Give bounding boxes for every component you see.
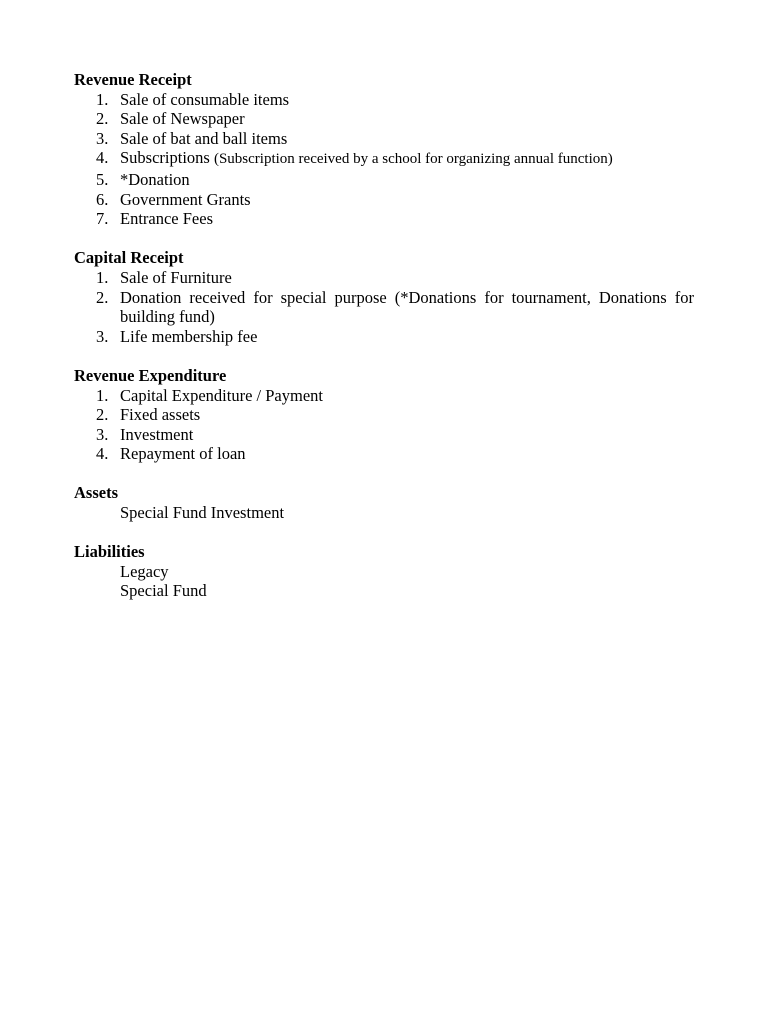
list-item — [74, 327, 694, 347]
section-heading: Revenue Expenditure — [74, 365, 227, 385]
section-liabilities — [74, 542, 694, 601]
item-number: 7. — [96, 209, 109, 229]
section-revenue-expenditure — [74, 366, 694, 464]
item-text: Repayment of loan — [120, 444, 246, 464]
item-number: 4. — [96, 444, 109, 464]
item-number: 2. — [96, 287, 109, 307]
item-text: Life membership fee — [120, 326, 258, 346]
list-item — [74, 190, 694, 210]
item-text: Fixed assets — [120, 405, 201, 425]
item-text: Entrance Fees — [120, 209, 213, 229]
section-heading: Assets — [74, 483, 118, 503]
document-page — [74, 70, 694, 621]
item-text: Sale of bat and ball items — [120, 128, 288, 148]
item-text: Investment — [120, 424, 194, 444]
item-number: 3. — [96, 326, 109, 346]
numbered-list — [74, 90, 694, 229]
list-item — [74, 109, 694, 129]
item-number: 1. — [96, 267, 109, 287]
item-number: 3. — [96, 128, 109, 148]
list-item — [74, 425, 694, 445]
item-text: Donation received for special purpose (*Donations for tournament, Donations for building fund) — [120, 287, 694, 327]
list-item — [74, 129, 694, 149]
item-text: Capital Expenditure / Payment — [120, 385, 323, 405]
item-number: 1. — [96, 385, 109, 405]
item-text: Sale of Furniture — [120, 267, 232, 287]
item-text: Government Grants — [120, 189, 251, 209]
section-capital-receipt — [74, 248, 694, 346]
item-text: Subscriptions — [120, 148, 210, 168]
list-item: Special Fund — [120, 581, 207, 601]
item-number: 4. — [96, 148, 109, 168]
list-item — [74, 386, 694, 406]
item-text: *Donation — [120, 169, 190, 189]
item-number: 2. — [96, 109, 109, 129]
list-item — [74, 148, 694, 170]
list-item — [74, 444, 694, 464]
item-number: 1. — [96, 89, 109, 109]
item-text: Sale of consumable items — [120, 89, 290, 109]
item-number: 6. — [96, 189, 109, 209]
numbered-list — [74, 386, 694, 464]
list-item: Special Fund Investment — [120, 503, 285, 523]
item-text: Sale of Newspaper — [120, 109, 245, 129]
section-heading: Capital Receipt — [74, 248, 184, 268]
list-item: Legacy — [120, 561, 169, 581]
section-assets — [74, 483, 694, 522]
list-item — [74, 405, 694, 425]
list-item — [74, 209, 694, 229]
item-number: 5. — [96, 169, 109, 189]
list-item — [74, 170, 694, 190]
section-revenue-receipt — [74, 70, 694, 229]
item-number: 2. — [96, 405, 109, 425]
numbered-list — [74, 268, 694, 346]
item-note: (Subscription received by a school for organizing annual function) — [213, 151, 613, 168]
list-item — [74, 288, 694, 327]
list-item — [74, 268, 694, 288]
item-number: 3. — [96, 424, 109, 444]
list-item — [74, 90, 694, 110]
section-heading: Revenue Receipt — [74, 70, 192, 89]
section-heading: Liabilities — [74, 542, 145, 562]
